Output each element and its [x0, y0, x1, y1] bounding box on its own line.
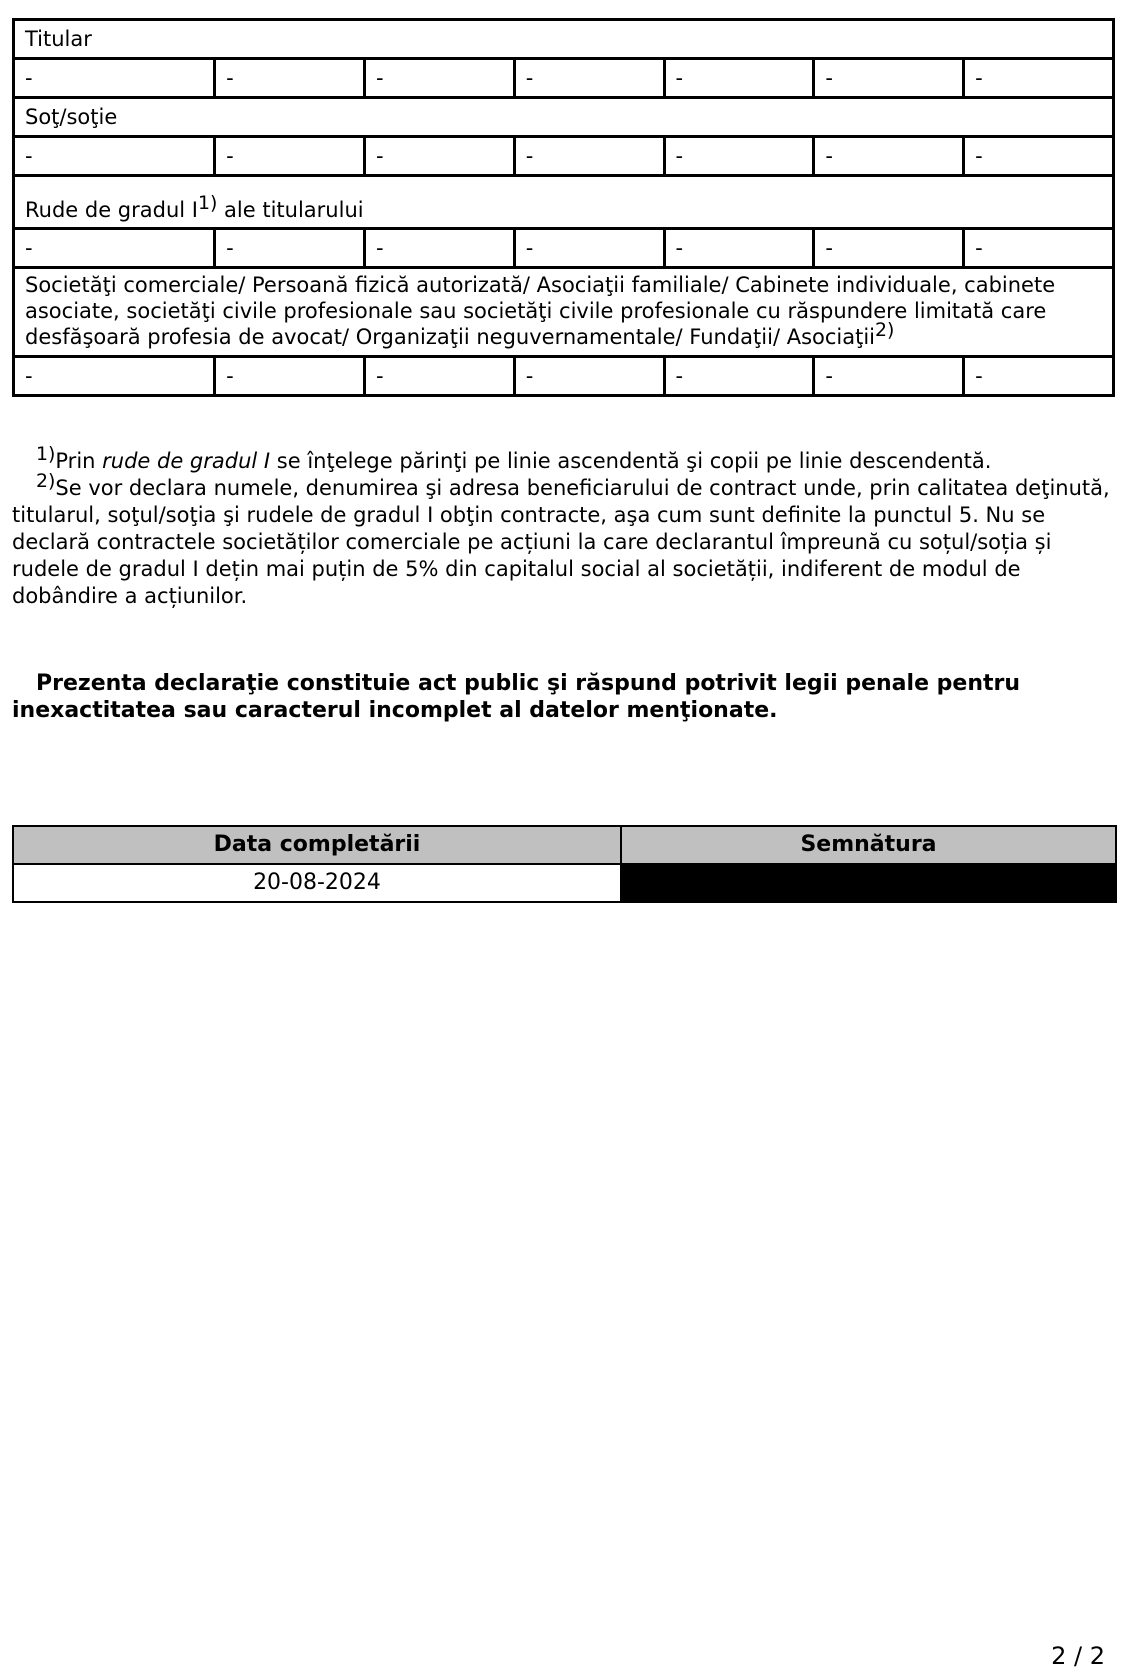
footnote-2 — [12, 470, 1112, 610]
signature-redacted — [621, 864, 1116, 902]
table-cell: - — [814, 357, 964, 396]
table-row — [14, 137, 1114, 176]
section-label-companies — [14, 268, 1114, 357]
table-cell: - — [364, 137, 514, 176]
table-row — [14, 229, 1114, 268]
table-cell: - — [664, 59, 814, 98]
legal-declaration — [12, 670, 1112, 724]
footnote-ref: 2) — [875, 319, 895, 341]
date-header: Data completării — [13, 826, 621, 864]
table-cell: - — [364, 357, 514, 396]
section-header-row — [14, 176, 1114, 229]
section-label-spouse: Soţ/soţie — [14, 98, 1114, 137]
declaration-text: Prezenta declaraţie constituie act public şi răspund potrivit legii penale pentru inexactitatea sau caracterul incomplet al datelor menţionate. — [12, 671, 1021, 723]
table-cell: - — [964, 357, 1114, 396]
footnote-text: Se vor declara numele, denumirea şi adresa beneficiarului de contract unde, prin calitatea deţinută, titularul, soţul/soţia şi rudele de gradul I obţin contracte, aşa cum sunt definite la punctul 5. Nu se declară contractele societăților comerciale pe acțiuni la care declarantul împreună cu soțul/soția și rudele de gradul I dețin mai puțin de 5% din capitalul social al societății, indiferent de modul de dobândire a acțiunilor. — [12, 476, 1110, 608]
table-cell: - — [14, 357, 215, 396]
footnotes — [12, 443, 1112, 610]
table-cell: - — [215, 229, 365, 268]
table-cell: - — [814, 229, 964, 268]
table-cell: - — [14, 137, 215, 176]
table-cell: - — [514, 357, 664, 396]
table-row — [14, 59, 1114, 98]
signature-header: Semnătura — [621, 826, 1116, 864]
table-cell: - — [215, 357, 365, 396]
table-cell: - — [664, 137, 814, 176]
footnote-marker: 1) — [36, 443, 56, 465]
table-cell: - — [964, 59, 1114, 98]
table-cell: - — [215, 137, 365, 176]
table-cell: - — [14, 59, 215, 98]
footnote-ref: 1) — [197, 192, 218, 214]
table-cell: - — [215, 59, 365, 98]
completion-date: 20-08-2024 — [13, 864, 621, 902]
relatives-label-suffix: ale titularului — [217, 198, 364, 222]
footnote-marker: 2) — [36, 470, 56, 492]
table-cell: - — [964, 229, 1114, 268]
table-cell: - — [814, 137, 964, 176]
table-cell: - — [814, 59, 964, 98]
table-cell: - — [364, 229, 514, 268]
page-number: 2 / 2 — [1051, 1642, 1105, 1670]
companies-label-text: Societăţi comerciale/ Persoană fizică autorizată/ Asociaţii familiale/ Cabinete individuale, cabinete asociate, societăţi civile profesionale sau societăţi civile profesionale cu răspundere limitată care desfăşoară profesia de avocat/ Organizaţii neguvernamentale/ Fundaţii/ Asociaţii — [25, 273, 1056, 349]
table-cell: - — [964, 137, 1114, 176]
footnote-text: se înţelege părinţi pe linie ascendentă şi copii pe linie descendentă. — [270, 449, 992, 473]
contracts-table — [12, 18, 1115, 397]
table-cell: - — [664, 229, 814, 268]
table-cell: - — [14, 229, 215, 268]
footnote-emphasis: rude de gradul I — [102, 449, 271, 473]
table-row — [14, 357, 1114, 396]
footnote-1 — [12, 443, 1112, 475]
section-label-titular: Titular — [14, 20, 1114, 59]
section-label-relatives — [14, 176, 1114, 229]
section-header-row — [14, 268, 1114, 357]
table-cell: - — [514, 59, 664, 98]
relatives-label-text: Rude de gradul I — [25, 198, 198, 222]
section-header-row — [14, 98, 1114, 137]
footnote-text: Prin — [55, 449, 103, 473]
signature-row — [13, 864, 1116, 902]
table-cell: - — [514, 137, 664, 176]
table-cell: - — [364, 59, 514, 98]
signature-table — [12, 825, 1117, 903]
signature-header-row — [13, 826, 1116, 864]
table-cell: - — [664, 357, 814, 396]
section-header-row — [14, 20, 1114, 59]
table-cell: - — [514, 229, 664, 268]
